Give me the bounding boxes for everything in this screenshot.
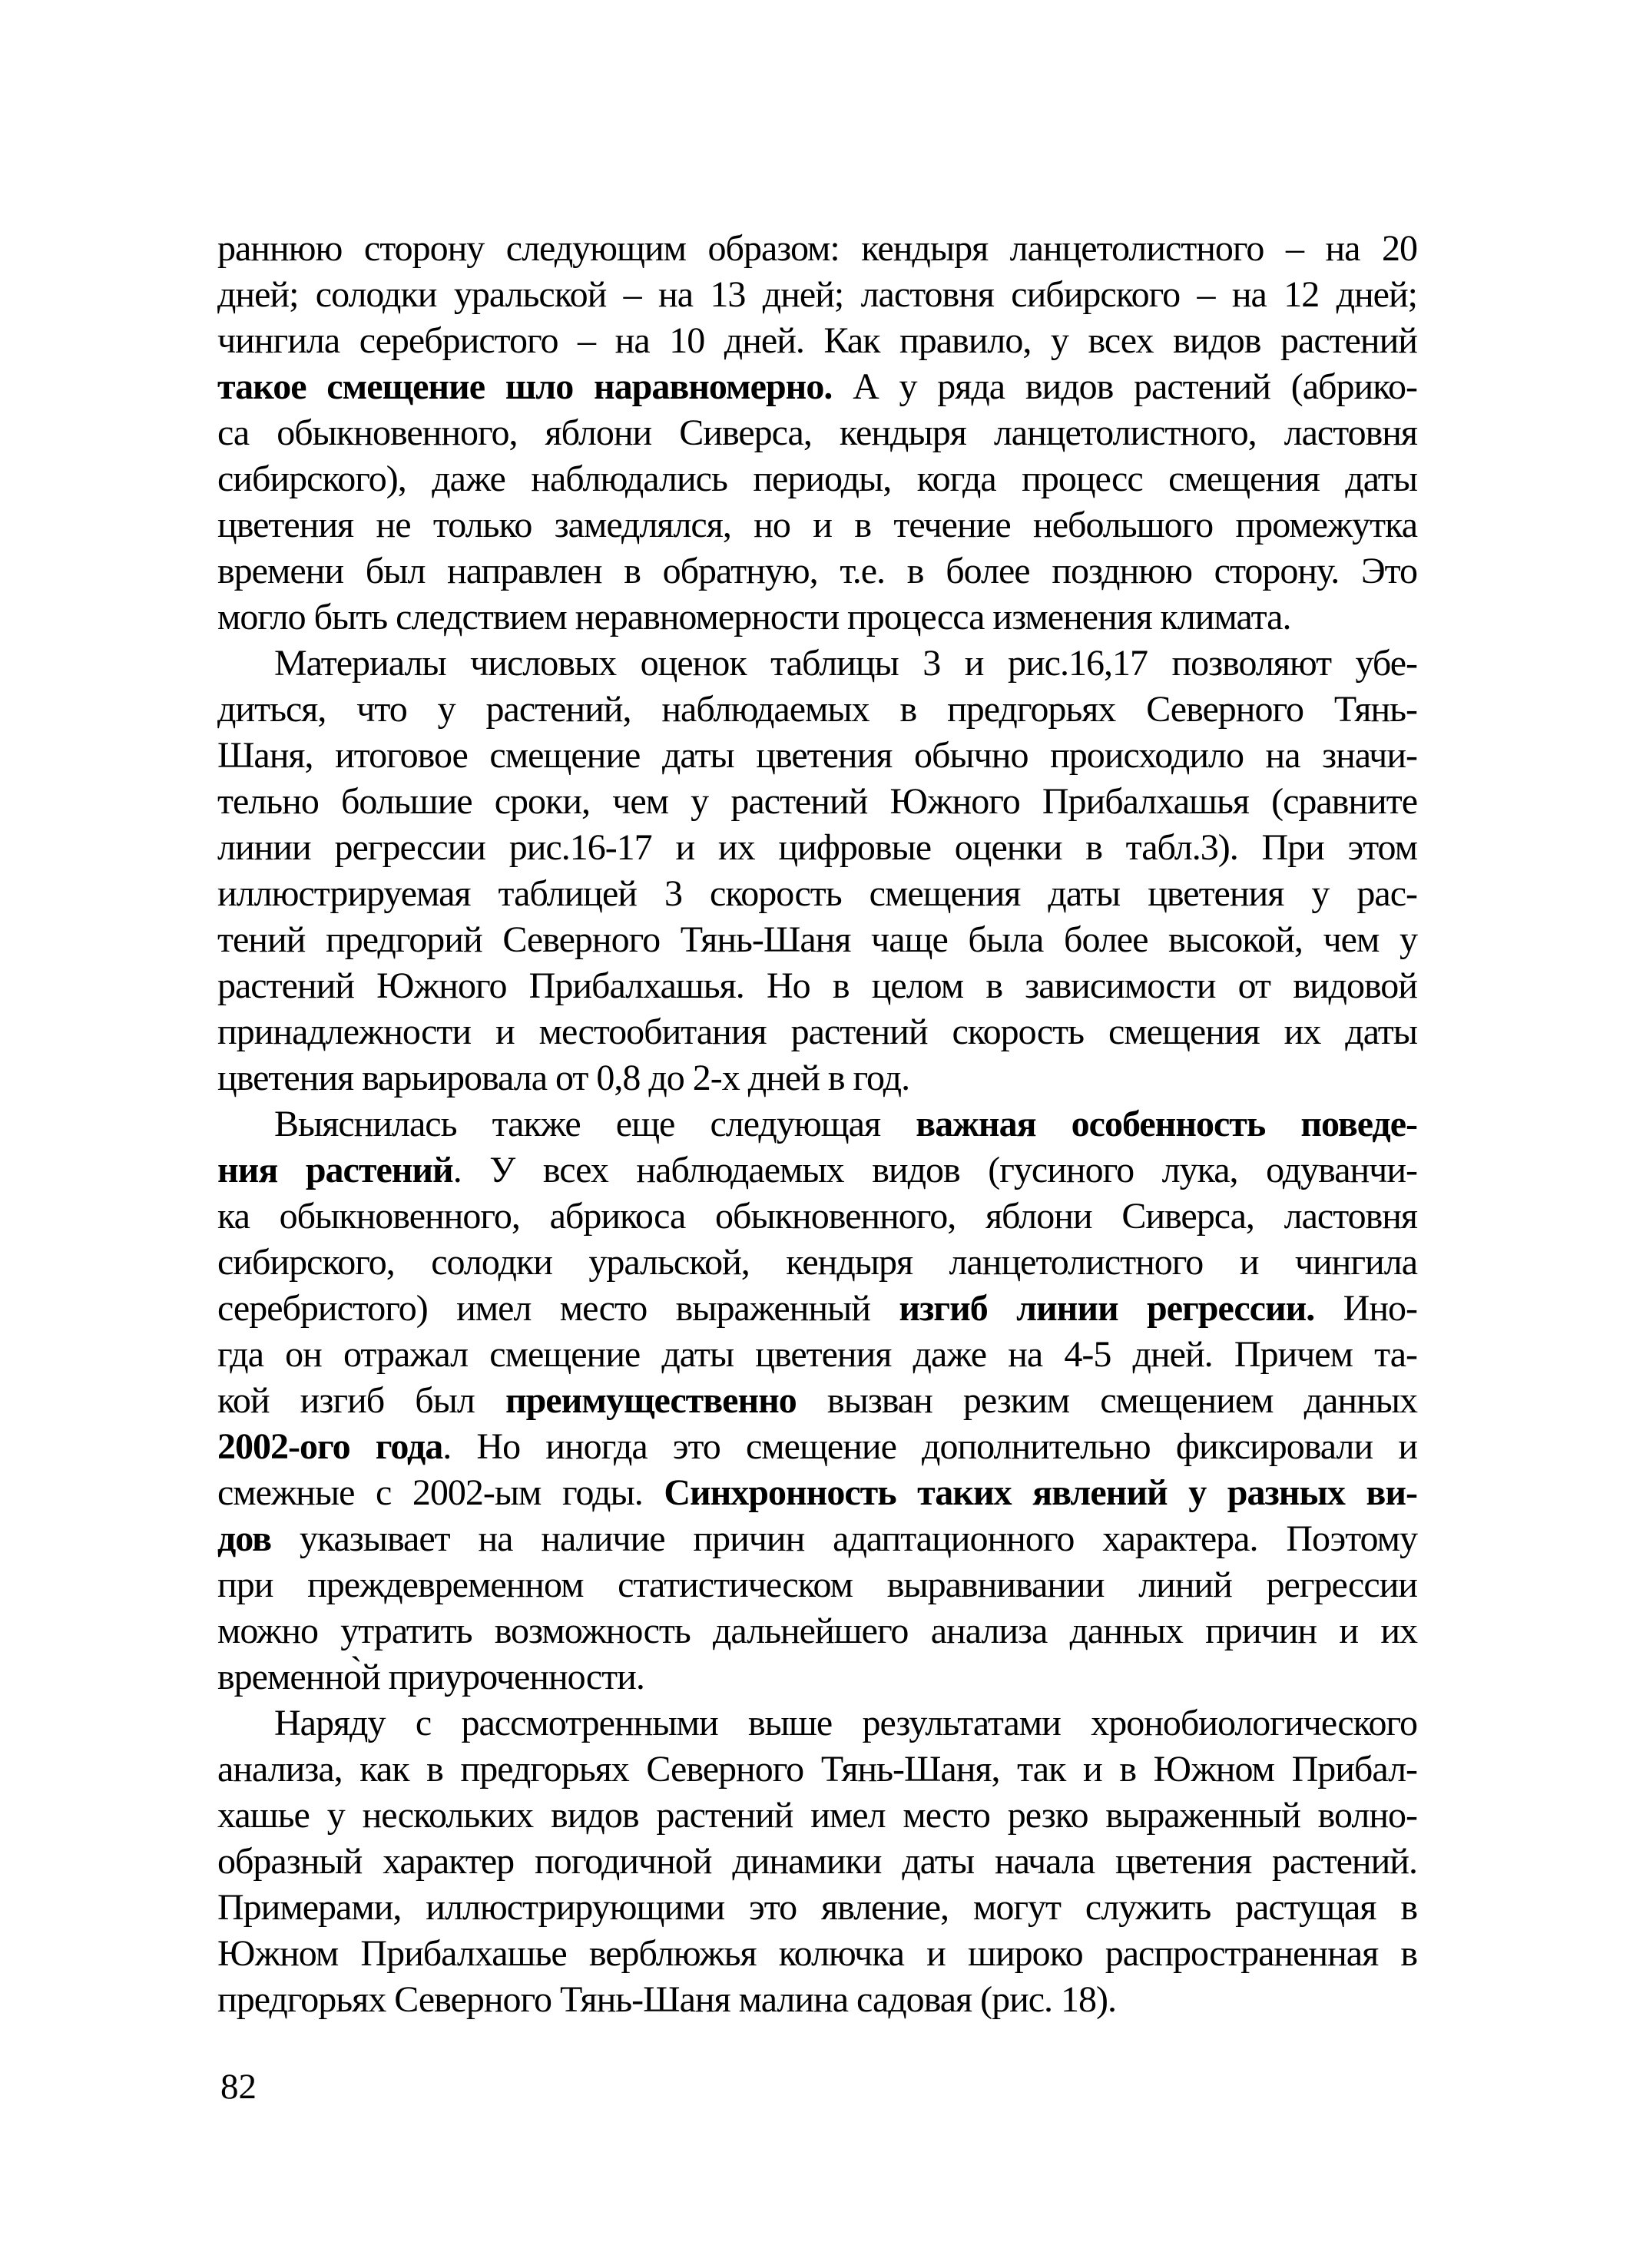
text-segment: гда он отражал смещение даты цветения даже на 4-5 дней. Причем та- [217, 1334, 1417, 1375]
text-segment: Наряду с рассмотренными выше результатами хронобиологического [274, 1703, 1417, 1743]
text-segment: линии регрессии рис.16-17 и их цифровые оценки в табл.3). При этом [217, 827, 1417, 868]
text-segment: тений предгорий Северного Тянь-Шаня чаще была более высокой, чем у [217, 919, 1417, 960]
bold-text: ния растений [217, 1150, 453, 1190]
text-line [217, 1009, 1417, 1055]
text-line [217, 1286, 1417, 1332]
paragraph [217, 226, 1417, 641]
bold-text: дов [217, 1518, 272, 1559]
text-line [217, 1147, 1417, 1194]
text-line [217, 825, 1417, 871]
text-segment: Примерами, иллюстрирующими это явление, могут служить растущая в [217, 1887, 1417, 1928]
text-segment: Шаня, итоговое смещение даты цветения обычно происходило на значи- [217, 735, 1417, 776]
text-segment: могло быть следствием неравномерности процесса изменения климата. [217, 597, 1291, 637]
text-segment: . Но иногда это смещение дополнительно фиксировали и [442, 1426, 1418, 1467]
text-segment: хашье у нескольких видов растений имел место резко выраженный волно- [217, 1795, 1417, 1836]
text-segment: Южном Прибалхашье верблюжья колючка и широко распространенная в [217, 1933, 1417, 1974]
text-segment: диться, что у растений, наблюдаемых в предгорьях Северного Тянь- [217, 689, 1417, 730]
text-line [217, 963, 1417, 1009]
text-line [217, 1378, 1417, 1424]
bold-text: преимущественно [505, 1380, 797, 1421]
text-segment: анализа, как в предгорьях Северного Тянь-Шаня, так и в Южном Прибал- [217, 1749, 1417, 1790]
bold-text: важная особенность поведе- [916, 1104, 1417, 1144]
bold-text: такое смещение шло наравномерно. [217, 366, 833, 407]
text-line [217, 1194, 1417, 1240]
text-segment: можно утратить возможность дальнейшего анализа данных причин и их [217, 1611, 1417, 1651]
bold-text: Синхронность таких явлений у разных ви- [664, 1472, 1417, 1513]
text-segment: Выяснилась также еще следующая [274, 1104, 916, 1144]
text-line [217, 548, 1417, 594]
text-line [217, 410, 1417, 456]
text-segment: дней; солодки уральской – на 13 дней; ластовня сибирского – на 12 дней; [217, 274, 1417, 315]
paragraph [217, 641, 1417, 1101]
text-line [217, 594, 1417, 641]
text-line [217, 1424, 1417, 1470]
text-segment: иллюстрируемая таблицей 3 скорость смещения даты цветения у рас- [217, 873, 1417, 914]
text-segment: кой изгиб был [217, 1380, 505, 1421]
text-line [217, 1608, 1417, 1654]
text-segment: серебристого) имел место выраженный [217, 1288, 899, 1329]
page-number: 82 [220, 2067, 257, 2107]
text-line [217, 502, 1417, 548]
paragraph [217, 1700, 1417, 2023]
text-segment: Ино- [1314, 1288, 1417, 1329]
text-segment: ка обыкновенного, абрикоса обыкновенного, яблони Сиверса, ластовня [217, 1196, 1417, 1237]
text-line [217, 1654, 1417, 1700]
text-segment: при преждевременном статистическом выравнивании линий регрессии [217, 1564, 1417, 1605]
text-segment: тельно большие сроки, чем у растений Южного Прибалхашья (сравните [217, 781, 1417, 822]
text-segment: растений Южного Прибалхашья. Но в целом в зависимости от видовой [217, 965, 1417, 1006]
text-segment: сибирского, солодки уральской, кендыря ланцетолистного и чингила [217, 1242, 1417, 1283]
text-line [217, 1562, 1417, 1608]
text-line [217, 226, 1417, 272]
text-segment: А у ряда видов растений (абрико- [832, 366, 1418, 407]
bold-text: 2002-ого года [217, 1426, 443, 1467]
text-segment: времени был направлен в обратную, т.е. в более позднюю сторону. Это [217, 551, 1417, 591]
paragraph [217, 1101, 1417, 1700]
text-segment: указывает на наличие причин адаптационного характера. Поэтому [271, 1518, 1417, 1559]
text-segment: сибирского), даже наблюдались периоды, когда процесс смещения даты [217, 459, 1417, 499]
text-segment: . У всех наблюдаемых видов (гусиного лука, одуванчи- [452, 1150, 1417, 1190]
text-line [217, 1470, 1417, 1516]
body-text [217, 226, 1417, 2023]
text-line [217, 1931, 1417, 1977]
text-line [217, 1885, 1417, 1931]
text-segment: предгорьях Северного Тянь-Шаня малина садовая (рис. 18). [217, 1979, 1117, 2020]
text-segment: цветения не только замедлялся, но и в течение небольшого промежутка [217, 505, 1417, 545]
text-segment: Материалы числовых оценок таблицы 3 и рис.16,17 позволяют убе- [274, 643, 1417, 684]
text-segment: раннюю сторону следующим образом: кендыря ланцетолистного – на 20 [217, 228, 1417, 269]
text-line [217, 1516, 1417, 1562]
text-line [217, 779, 1417, 825]
text-line [217, 917, 1417, 963]
text-line [217, 871, 1417, 917]
text-segment: смежные с 2002-ым годы. [217, 1472, 664, 1513]
text-line [217, 1055, 1417, 1101]
text-segment: чингила серебристого – на 10 дней. Как правило, у всех видов растений [217, 320, 1417, 361]
text-line [217, 272, 1417, 318]
text-line [217, 1332, 1417, 1378]
text-segment: са обыкновенного, яблони Сиверса, кендыря ланцетолистного, ластовня [217, 412, 1417, 453]
text-line [217, 364, 1417, 410]
text-segment: цветения варьировала от 0,8 до 2-х дней в год. [217, 1058, 910, 1098]
text-segment: принадлежности и местообитания растений скорость смещения их даты [217, 1011, 1417, 1052]
text-line [217, 1240, 1417, 1286]
text-line [217, 1101, 1417, 1147]
text-line [217, 1700, 1417, 1747]
text-line [217, 1839, 1417, 1885]
text-segment: вызван резким смещением данных [796, 1380, 1417, 1421]
text-line [217, 1977, 1417, 2023]
bold-text: изгиб линии регрессии. [899, 1288, 1315, 1329]
text-line [217, 687, 1417, 733]
text-line [217, 641, 1417, 687]
text-segment: временно̀й приуроченности. [217, 1657, 644, 1697]
text-segment: образный характер погодичной динамики даты начала цветения растений. [217, 1841, 1417, 1882]
text-line [217, 318, 1417, 364]
text-line [217, 1793, 1417, 1839]
text-line [217, 733, 1417, 779]
text-line [217, 456, 1417, 502]
text-line [217, 1747, 1417, 1793]
